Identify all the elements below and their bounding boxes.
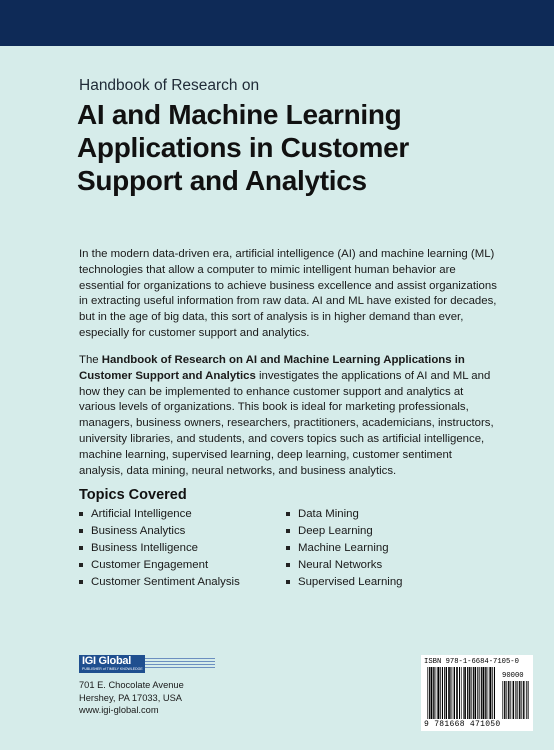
- topic-item: Customer Sentiment Analysis: [79, 574, 240, 591]
- barcode-bar: [459, 667, 460, 719]
- barcode-bar: [431, 667, 433, 719]
- topic-item: Data Mining: [286, 506, 403, 523]
- publisher-address: [79, 679, 184, 717]
- logo-stripes: [145, 658, 215, 670]
- barcode-addon: [502, 681, 530, 719]
- paragraph-2-rest: investigates the applications of AI and ML and how they can be implemented to enhance customer support and analytics at various levels of organizations. This book is ideal for marketing professionals, managers, business owners, researchers, practitioners, academicians, instructors, university libraries, and students, and covers topics such as artificial intelligence, machine learning, supervised learning, deep learning, customer sentiment analysis, data mining, neural networks, and business analytics.: [79, 369, 494, 477]
- barcode-digits: 9 781668 471050: [424, 720, 501, 729]
- isbn-label: ISBN 978-1-6684-7105-0: [424, 658, 519, 666]
- barcode-bar: [515, 681, 516, 719]
- barcode-bar: [475, 667, 477, 719]
- address-city: Hershey, PA 17033, USA: [79, 692, 183, 703]
- barcode-bar: [427, 667, 428, 719]
- barcode-bar: [502, 681, 503, 719]
- barcode-bar: [508, 681, 509, 719]
- barcode-bar: [469, 667, 470, 719]
- topics-list-left: [79, 506, 240, 591]
- logo-tagline: PUBLISHER of TIMELY KNOWLEDGE: [82, 667, 143, 671]
- barcode-bar: [488, 667, 489, 719]
- barcode-bar: [521, 681, 522, 719]
- barcode-bar: [494, 667, 495, 719]
- topic-item: Artificial Intelligence: [79, 506, 240, 523]
- barcode-bar: [437, 667, 439, 719]
- topic-item: Neural Networks: [286, 557, 403, 574]
- topic-item: Customer Engagement: [79, 557, 240, 574]
- barcode-bar: [526, 681, 527, 719]
- barcode-bar: [454, 667, 455, 719]
- barcode-bar: [512, 681, 513, 719]
- barcode-bar: [433, 667, 434, 719]
- barcode-bar: [486, 667, 487, 719]
- book-subtitle: Handbook of Research on: [79, 77, 260, 94]
- logo-text: IGI Global: [82, 655, 131, 667]
- address-street: 701 E. Chocolate Avenue: [79, 680, 184, 690]
- barcode-bar: [440, 667, 441, 719]
- barcode-bar: [473, 667, 474, 719]
- barcode-bar: [523, 681, 524, 719]
- topic-item: Supervised Learning: [286, 574, 403, 591]
- barcode-main: [427, 667, 497, 719]
- barcode-bar: [446, 667, 447, 719]
- barcode-bar: [504, 681, 505, 719]
- barcode-bar: [442, 667, 443, 719]
- barcode-bar: [453, 667, 454, 719]
- barcode-bar: [471, 667, 472, 719]
- barcode-bar: [450, 667, 451, 719]
- barcode-bar: [483, 667, 485, 719]
- description-paragraph-1: In the modern data-driven era, artificial intelligence (AI) and machine learning (ML) technologies that allow a computer to mimic intelligent human behavior are essential for organizations to achieve business excellence and assist organizations in extracting useful information from raw data. AI and ML have existed for decades, but in the age of big data, this sort of analysis is in higher demand than ever, especially for customer support and analytics.: [79, 248, 497, 339]
- barcode-bar: [467, 667, 468, 719]
- topic-item: Deep Learning: [286, 523, 403, 540]
- barcode-bar: [448, 667, 450, 719]
- barcode-bar: [461, 667, 462, 719]
- barcode-bar: [489, 667, 491, 719]
- barcode-bar: [528, 681, 529, 719]
- barcode-bar: [479, 667, 480, 719]
- barcode-bar: [444, 667, 445, 719]
- barcode-bar: [477, 667, 478, 719]
- barcode-bar: [525, 681, 526, 719]
- topics-heading: Topics Covered: [79, 487, 187, 503]
- topics-list-right: [286, 506, 403, 591]
- barcode-bar: [434, 667, 435, 719]
- barcode-bar: [464, 667, 466, 719]
- price-code: 90000: [502, 672, 524, 680]
- barcode-bar: [513, 681, 514, 719]
- igi-global-logo: [79, 655, 145, 673]
- barcode-bar: [517, 681, 518, 719]
- barcode-bar: [519, 681, 520, 719]
- paragraph-2-lead: The: [79, 354, 102, 366]
- barcode-bar: [492, 667, 493, 719]
- publisher-website: www.igi-global.com: [79, 705, 159, 716]
- barcode-bar: [429, 667, 430, 719]
- barcode-bar: [436, 667, 437, 719]
- description-paragraph-2: [79, 353, 499, 479]
- barcode-bar: [481, 667, 482, 719]
- top-band: [0, 0, 554, 46]
- barcode-bar: [485, 667, 486, 719]
- paragraph-2-book-title: Handbook of Research on AI and Machine Learning Applications in Customer Support and Analytics: [79, 354, 465, 382]
- barcode-bar: [463, 667, 464, 719]
- barcode-bar: [510, 681, 511, 719]
- barcode-bar: [456, 667, 458, 719]
- book-title: AI and Machine Learning Applications in Customer Support and Analytics: [77, 99, 409, 196]
- topic-item: Business Intelligence: [79, 540, 240, 557]
- topic-item: Business Analytics: [79, 523, 240, 540]
- topic-item: Machine Learning: [286, 540, 403, 557]
- barcode-bar: [506, 681, 507, 719]
